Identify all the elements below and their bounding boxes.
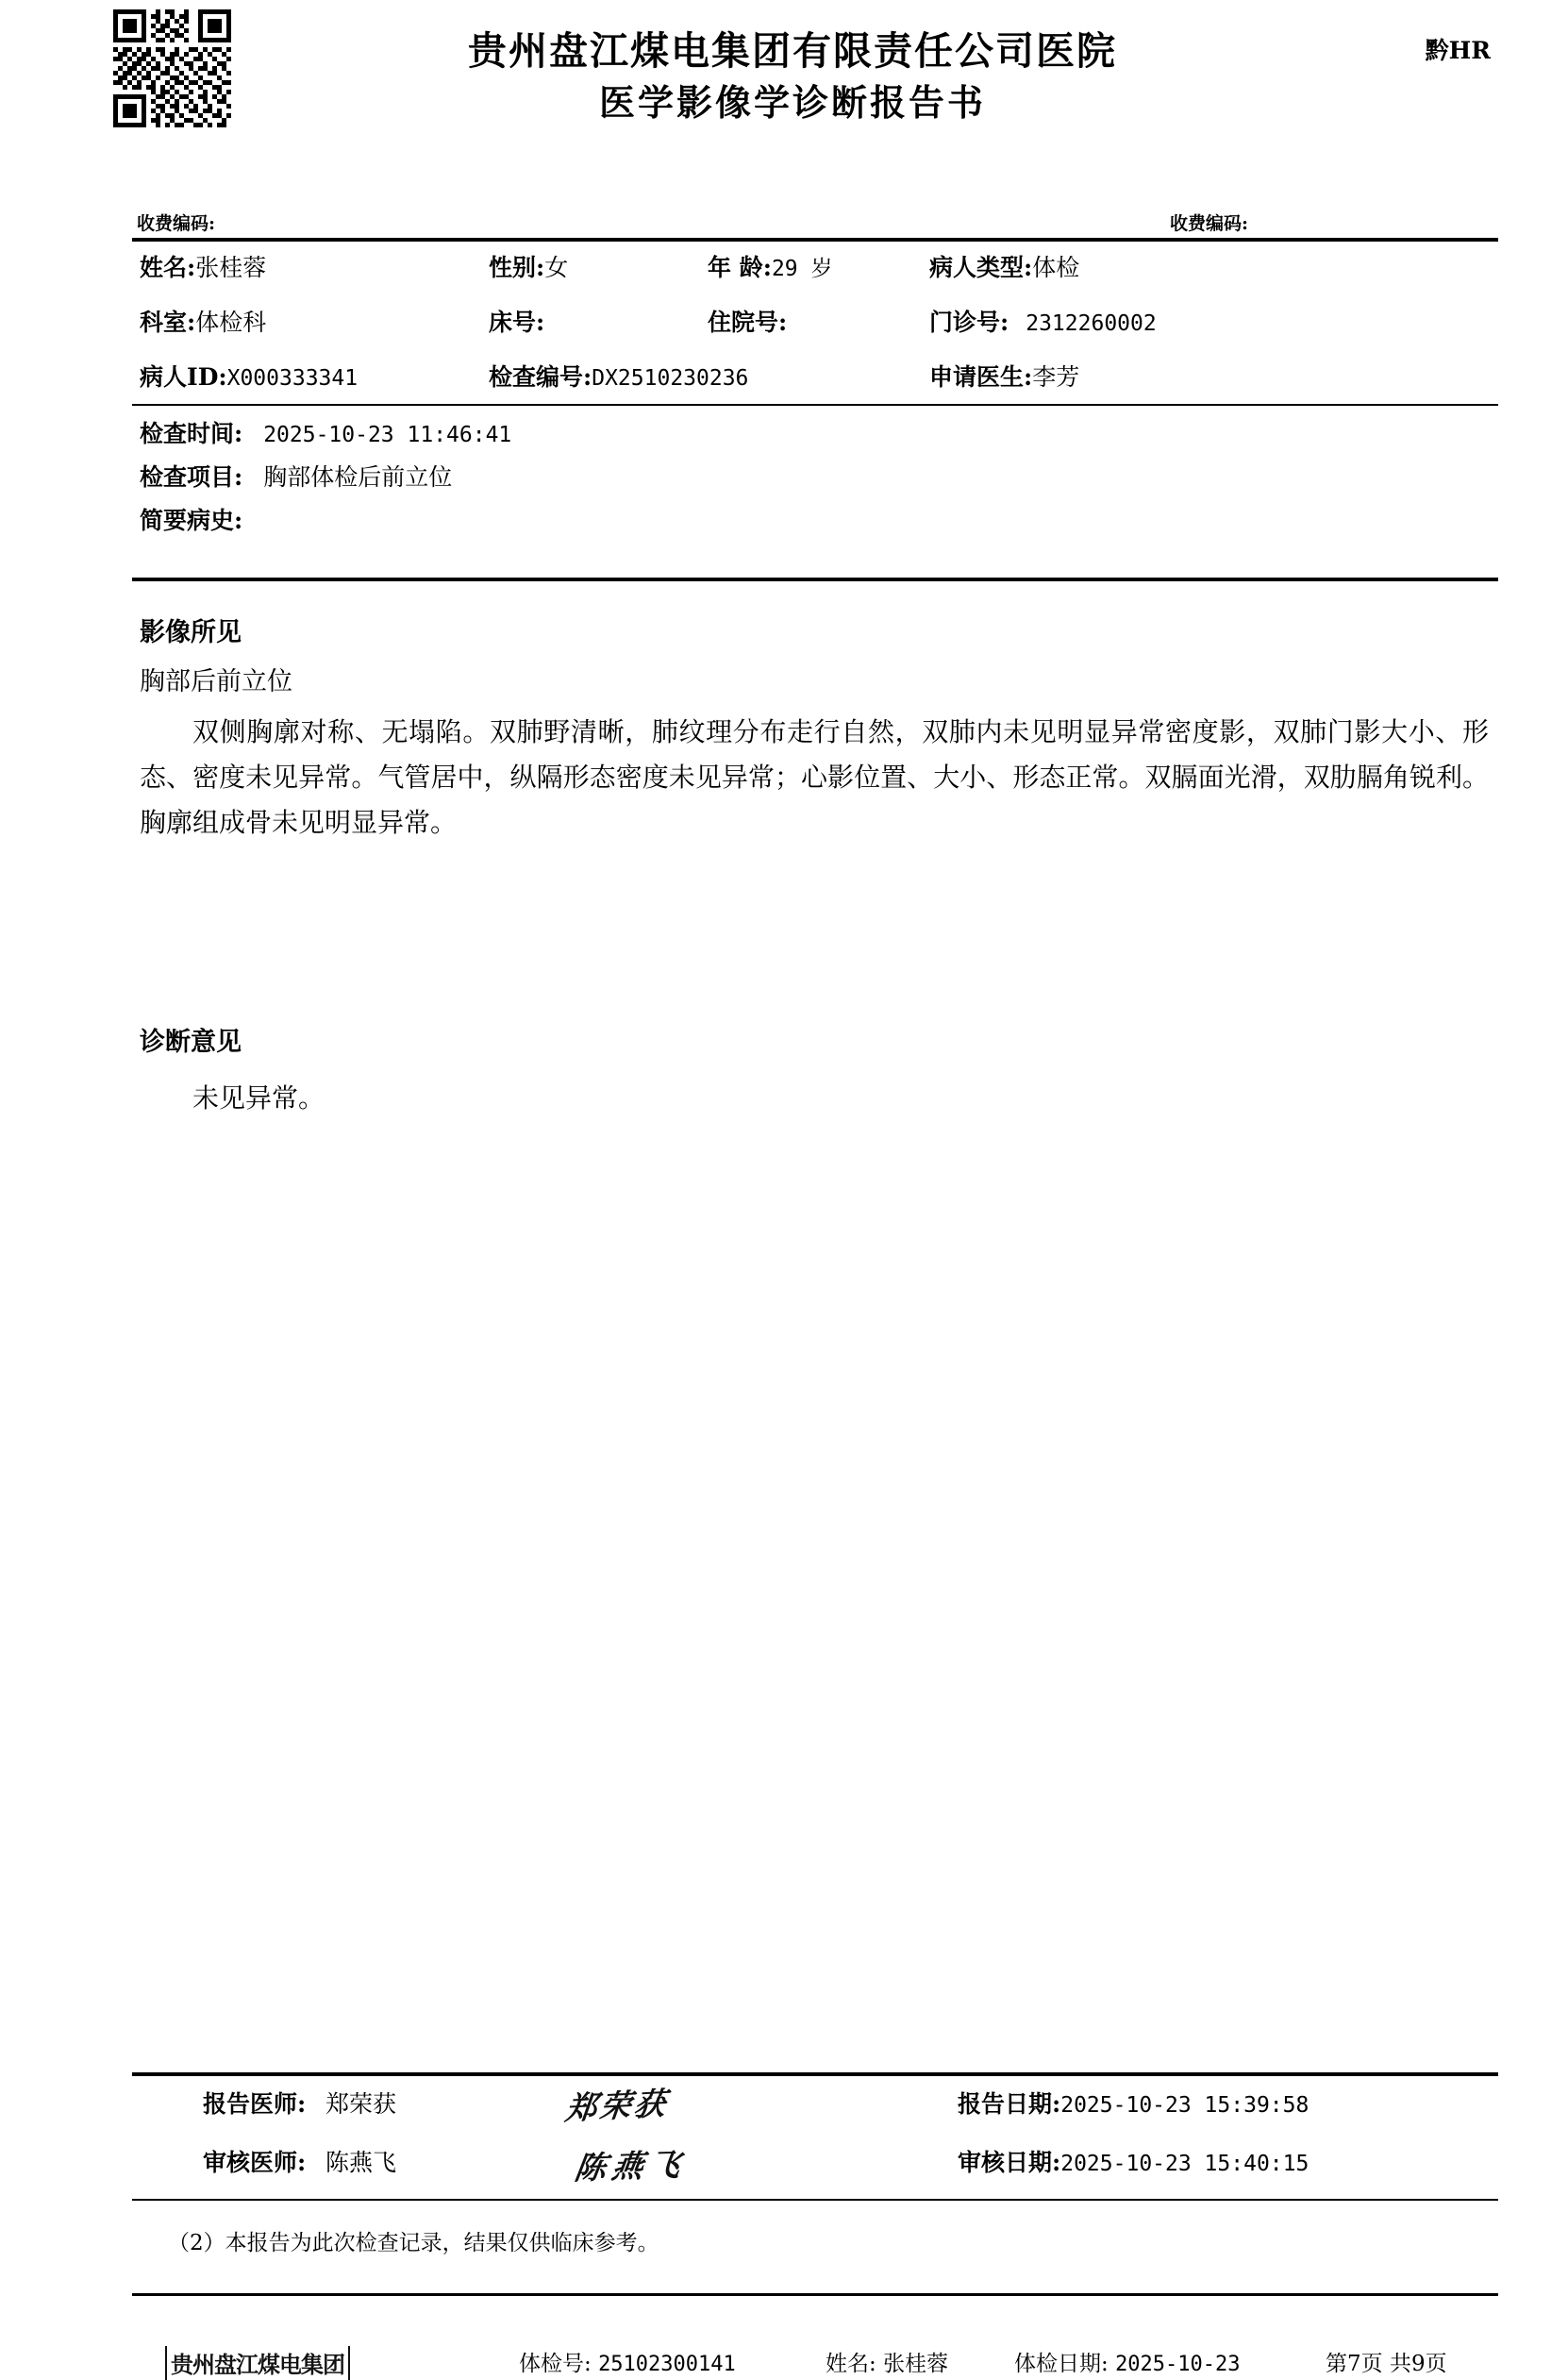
report-date-field (958, 2086, 1309, 2120)
organization-stamp: 贵州盘江煤电集团 (165, 2346, 350, 2380)
report-doctor-row (132, 2086, 1500, 2144)
requesting-doctor-field (929, 359, 1079, 393)
patient-info-row-2 (132, 298, 1500, 353)
divider-note (132, 2199, 1498, 2201)
footer-date-value: 2025-10-23 (1115, 2353, 1241, 2376)
divider-info-exam (132, 404, 1498, 406)
findings-heading: 影像所见 (140, 618, 242, 647)
name-field (140, 249, 266, 283)
exam-no-field (489, 359, 748, 393)
outpatient-no-label: 门诊号: (929, 309, 1009, 336)
exam-item-label: 检查项目: (140, 463, 243, 491)
charge-code-right-label: 收费编码: (1170, 213, 1249, 234)
review-doctor-value: 陈燕飞 (325, 2149, 396, 2176)
hospital-name: 贵州盘江煤电集团有限责任公司医院 (468, 28, 1117, 74)
age-label: 年 龄: (708, 254, 772, 281)
bed-label: 床号: (489, 309, 545, 336)
hospital-title-block (236, 26, 1349, 126)
report-doctor-label: 报告医师: (203, 2090, 307, 2118)
footer-name (826, 2346, 948, 2377)
inpatient-no-field (708, 304, 787, 338)
divider-exam-body (132, 578, 1498, 581)
report-header (113, 9, 1491, 132)
name-label: 姓名: (140, 254, 196, 281)
footer-exam-no (519, 2346, 736, 2377)
exam-no-label: 检查编号: (489, 363, 592, 391)
footer-page-number: 第7页 共9页 (1326, 2352, 1447, 2376)
gender-value: 女 (544, 254, 569, 281)
patient-info-block (132, 243, 1500, 408)
impression-heading: 诊断意见 (140, 1028, 242, 1057)
department-label: 科室: (140, 309, 196, 336)
footer-date-label: 体检日期: (1014, 2352, 1109, 2376)
bed-field (489, 304, 544, 338)
review-date-field (958, 2144, 1309, 2178)
report-doctor-field (203, 2086, 396, 2120)
footer-name-label: 姓名: (826, 2352, 876, 2376)
requesting-doctor-label: 申请医生: (929, 363, 1033, 391)
report-title: 医学影像学诊断报告书 (598, 81, 986, 124)
review-doctor-signature: 陈燕飞 (572, 2145, 689, 2187)
review-date-label: 审核日期: (958, 2149, 1061, 2176)
charge-code-left-label: 收费编码: (137, 213, 216, 234)
gender-label: 性别: (489, 254, 545, 281)
patient-type-field (929, 249, 1079, 283)
exam-time-row (140, 415, 1498, 459)
age-value: 29 岁 (771, 257, 833, 281)
divider-top (132, 238, 1498, 242)
footer-date (1014, 2346, 1241, 2377)
brief-history-row (140, 502, 1498, 545)
review-date-value: 2025-10-23 15:40:15 (1060, 2152, 1309, 2176)
charge-code-row (137, 210, 1495, 234)
footer-name-value: 张桂蓉 (883, 2352, 949, 2376)
report-doctor-signature: 郑荣获 (563, 2085, 671, 2127)
patient-id-label: 病人ID: (140, 363, 227, 391)
exam-item-value: 胸部体检后前立位 (263, 463, 453, 491)
inpatient-no-label: 住院号: (708, 309, 788, 336)
brief-history-label: 简要病史: (140, 507, 243, 534)
patient-type-label: 病人类型: (929, 254, 1033, 281)
review-doctor-row (132, 2144, 1500, 2203)
exam-info-block (140, 415, 1498, 545)
gender-field (489, 249, 568, 283)
findings-body: 双侧胸廓对称、无塌陷。双肺野清晰，肺纹理分布走行自然，双肺内未见明显异常密度影，双肺门影大小、形态、密度未见异常。气管居中，纵隔形态密度未见异常；心影位置、大小、形态正常。双膈面光滑，双肋膈角锐利。胸廓组成骨未见明显异常。 (140, 716, 1489, 838)
outpatient-no-field (929, 304, 1157, 338)
exam-item-row (140, 459, 1498, 502)
review-doctor-field (203, 2144, 396, 2178)
divider-footer (132, 2293, 1498, 2296)
report-date-value: 2025-10-23 15:39:58 (1060, 2093, 1309, 2118)
impression-body: 未见异常。 (192, 1082, 325, 1114)
report-doctor-value: 郑荣获 (325, 2090, 396, 2118)
name-value: 张桂蓉 (195, 254, 267, 281)
patient-info-row-1 (132, 243, 1500, 298)
department-value: 体检科 (195, 309, 267, 336)
corner-tag: 黔HR (1425, 37, 1491, 64)
requesting-doctor-value: 李芳 (1032, 363, 1080, 391)
patient-id-field (140, 359, 358, 393)
review-doctor-label: 审核医师: (203, 2149, 307, 2176)
exam-time-value: 2025-10-23 11:46:41 (263, 423, 512, 447)
exam-no-value: DX2510230236 (592, 366, 749, 391)
exam-time-label: 检查时间: (140, 420, 243, 447)
signature-block (132, 2086, 1500, 2203)
patient-type-value: 体检 (1032, 254, 1080, 281)
findings-subheading: 胸部后前立位 (140, 667, 292, 696)
age-field (708, 249, 832, 283)
patient-id-value: X000333341 (226, 366, 359, 391)
department-field (140, 304, 266, 338)
footer-exam-no-label: 体检号: (519, 2352, 592, 2376)
qr-code-icon (113, 9, 231, 127)
footer-exam-no-value: 25102300141 (598, 2353, 736, 2376)
footer-strip (165, 2346, 1505, 2380)
report-date-label: 报告日期: (958, 2090, 1061, 2118)
divider-signature (132, 2072, 1498, 2076)
report-note: （2）本报告为此次检查记录，结果仅供临床参考。 (168, 2231, 659, 2255)
outpatient-no-value: 2312260002 (1026, 311, 1157, 336)
patient-info-row-3 (132, 353, 1500, 408)
